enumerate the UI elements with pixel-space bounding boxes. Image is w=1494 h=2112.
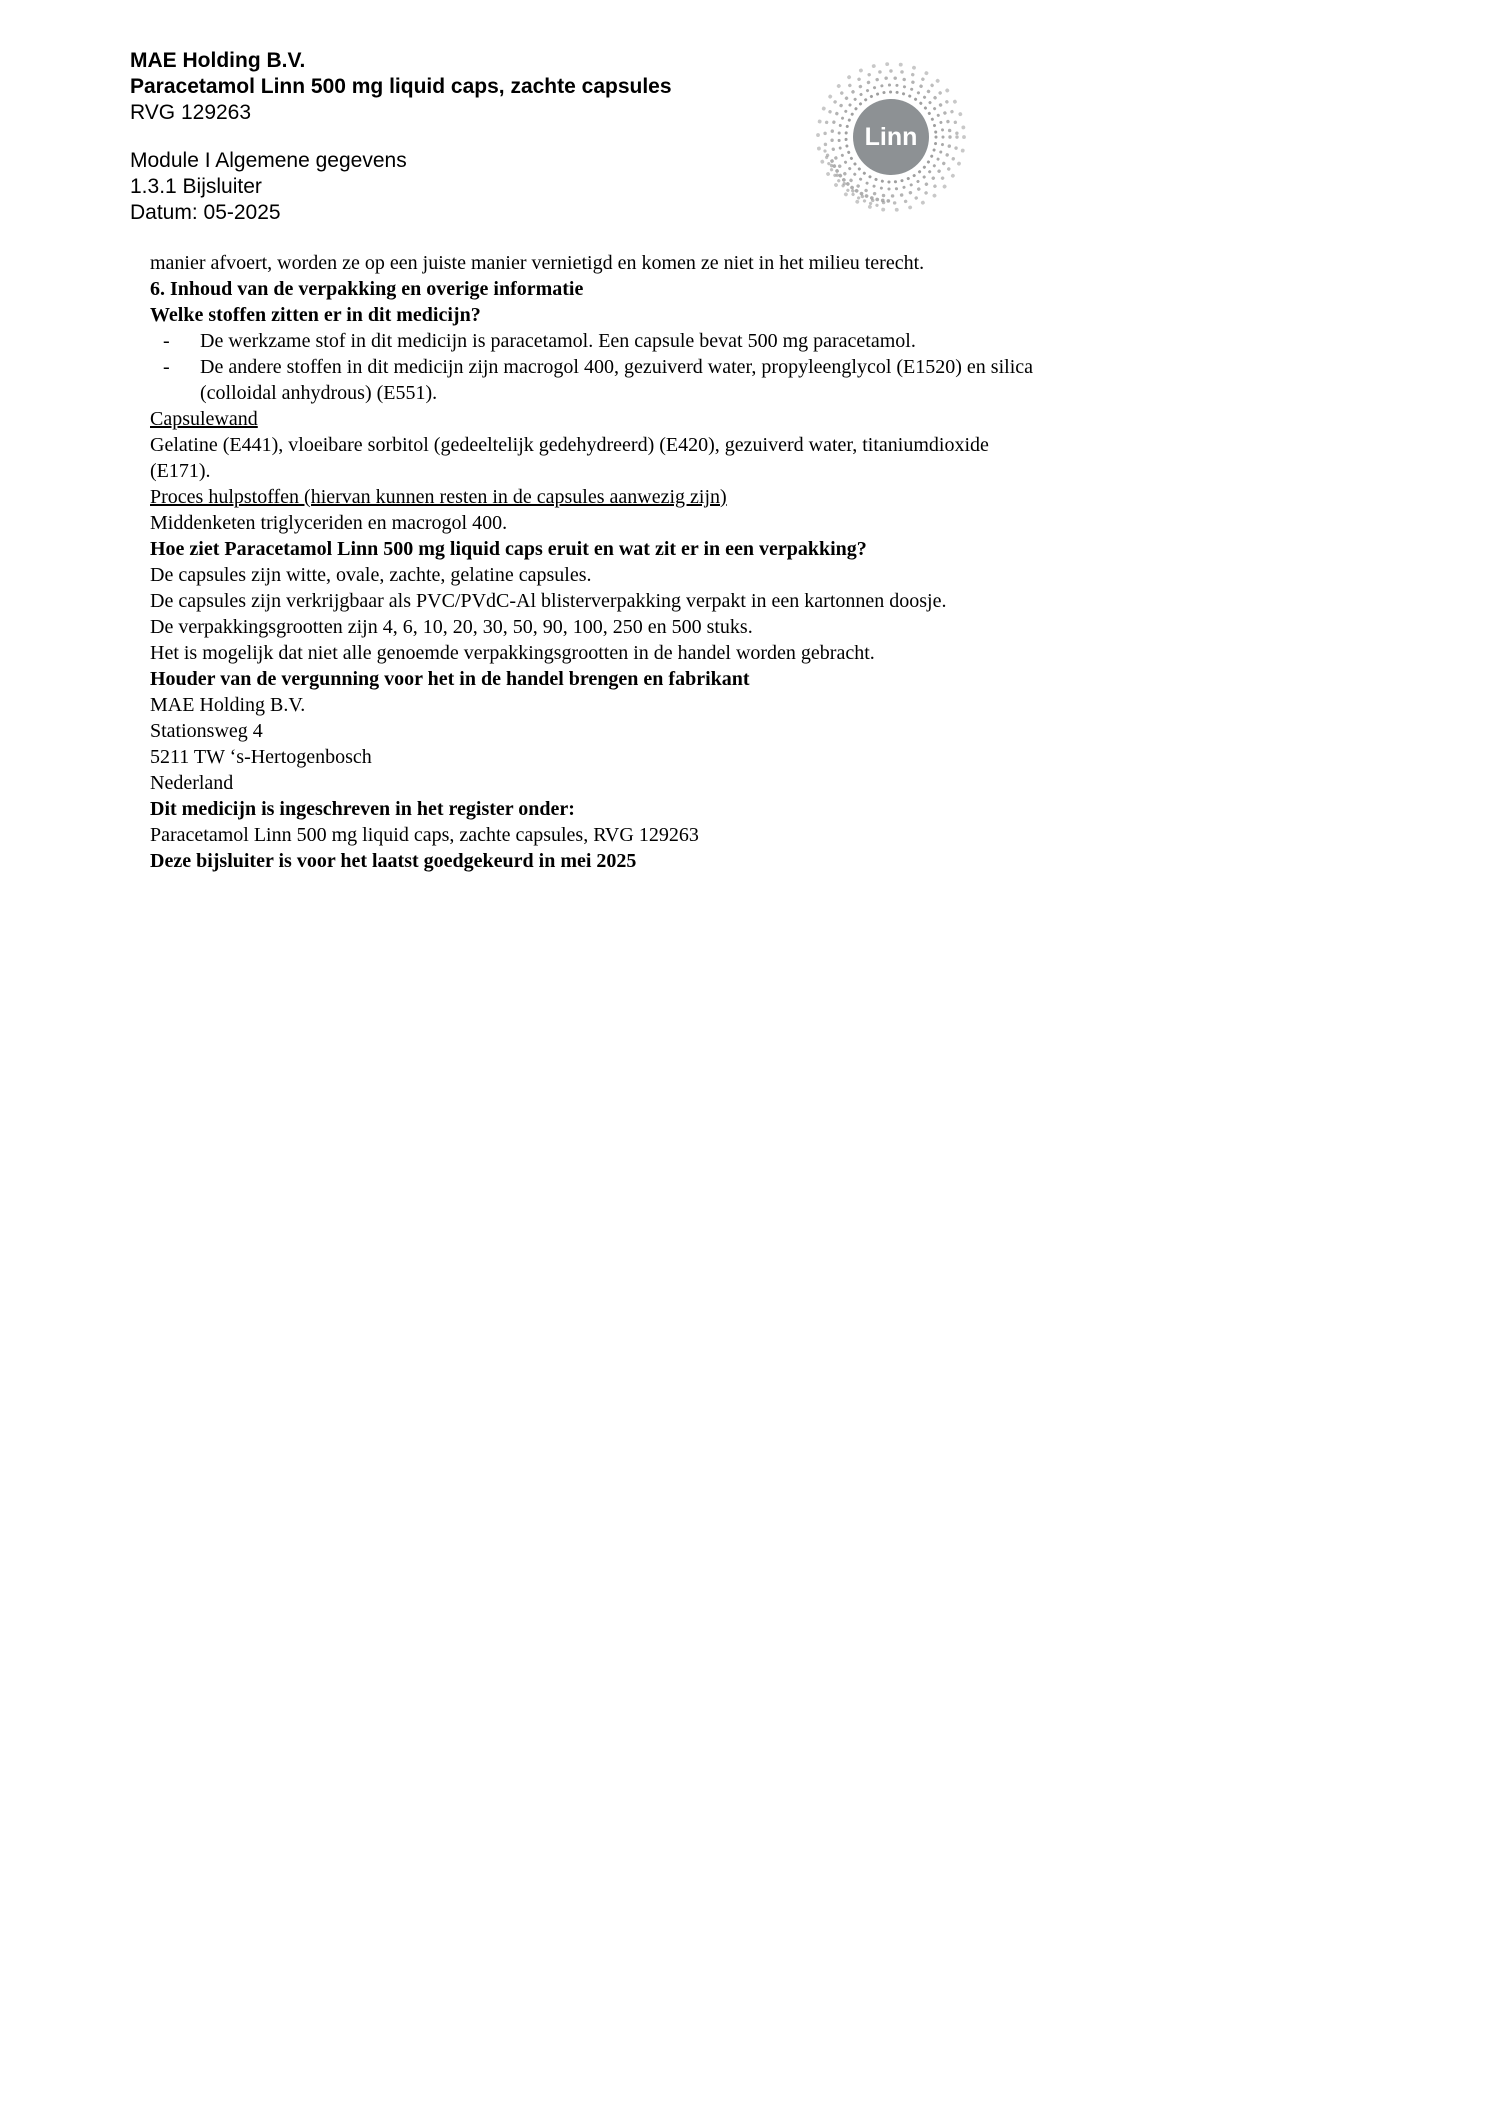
process-aids-heading: Proces hulpstoffen (hiervan kunnen resten in de capsules aanwezig zijn) <box>150 486 727 508</box>
document-header <box>130 48 672 226</box>
process-aids-text: Middenketen triglyceriden en macrogol 400. <box>150 512 508 534</box>
leaflet-body <box>150 250 1110 874</box>
address-line: MAE Holding B.V. <box>150 694 306 716</box>
rvg-number: RVG 129263 <box>130 101 252 124</box>
substances-heading: Welke stoffen zitten er in dit medicijn? <box>150 304 481 326</box>
bullet-text: De werkzame stof in dit medicijn is paracetamol. Een capsule bevat 500 mg paracetamol. <box>200 330 916 352</box>
linn-logo <box>810 56 972 218</box>
license-holder-heading: Houder van de vergunning voor het in de handel brengen en fabrikant <box>150 668 750 690</box>
pack-sizes-text: De verpakkingsgrootten zijn 4, 6, 10, 20, 30, 50, 90, 100, 250 en 500 stuks. <box>150 616 753 638</box>
date-line: Datum: 05-2025 <box>130 201 281 224</box>
appearance-text-2: De capsules zijn verkrijgbaar als PVC/PVdC-Al blisterverpakking verpakt in een kartonnen doosje. <box>150 590 947 612</box>
appearance-text-1: De capsules zijn witte, ovale, zachte, gelatine capsules. <box>150 564 592 586</box>
substance-bullet <box>150 354 1050 406</box>
linn-logo-graphic <box>810 56 972 218</box>
appearance-heading: Hoe ziet Paracetamol Linn 500 mg liquid caps eruit en wat zit er in een verpakking? <box>150 538 867 560</box>
intro-paragraph: manier afvoert, worden ze op een juiste manier vernietigd en komen ze niet in het milieu terecht. <box>150 252 925 274</box>
marketing-note-text: Het is mogelijk dat niet alle genoemde verpakkingsgrootten in de handel worden gebracht. <box>150 642 875 664</box>
section-6-heading: 6. Inhoud van de verpakking en overige informatie <box>150 278 584 300</box>
address-line: Stationsweg 4 <box>150 720 263 742</box>
bijsluiter-line: 1.3.1 Bijsluiter <box>130 175 262 198</box>
bullet-marker: - <box>163 330 170 352</box>
header-spacer <box>130 126 672 148</box>
register-text: Paracetamol Linn 500 mg liquid caps, zachte capsules, RVG 129263 <box>150 824 699 846</box>
bullet-marker: - <box>163 356 170 378</box>
address-line: 5211 TW ‘s-Hertogenbosch <box>150 746 372 768</box>
bullet-text: De andere stoffen in dit medicijn zijn macrogol 400, gezuiverd water, propyleenglycol (E1520) en silica (colloidal anhydrous) (E551). <box>200 356 1033 404</box>
register-heading: Dit medicijn is ingeschreven in het register onder: <box>150 798 575 820</box>
module-line: Module I Algemene gegevens <box>130 149 407 172</box>
logo-text: Linn <box>864 123 918 151</box>
approval-statement: Deze bijsluiter is voor het laatst goedgekeurd in mei 2025 <box>150 850 637 872</box>
license-holder-address <box>150 692 1110 796</box>
capsule-wall-heading: Capsulewand <box>150 408 258 430</box>
company-name: MAE Holding B.V. <box>130 49 306 72</box>
capsule-wall-text: Gelatine (E441), vloeibare sorbitol (gedeeltelijk gedehydreerd) (E420), gezuiverd water, titaniumdioxide (E171). <box>150 434 989 482</box>
product-name: Paracetamol Linn 500 mg liquid caps, zachte capsules <box>130 75 672 98</box>
substance-bullet <box>150 328 1050 354</box>
address-line: Nederland <box>150 772 234 794</box>
